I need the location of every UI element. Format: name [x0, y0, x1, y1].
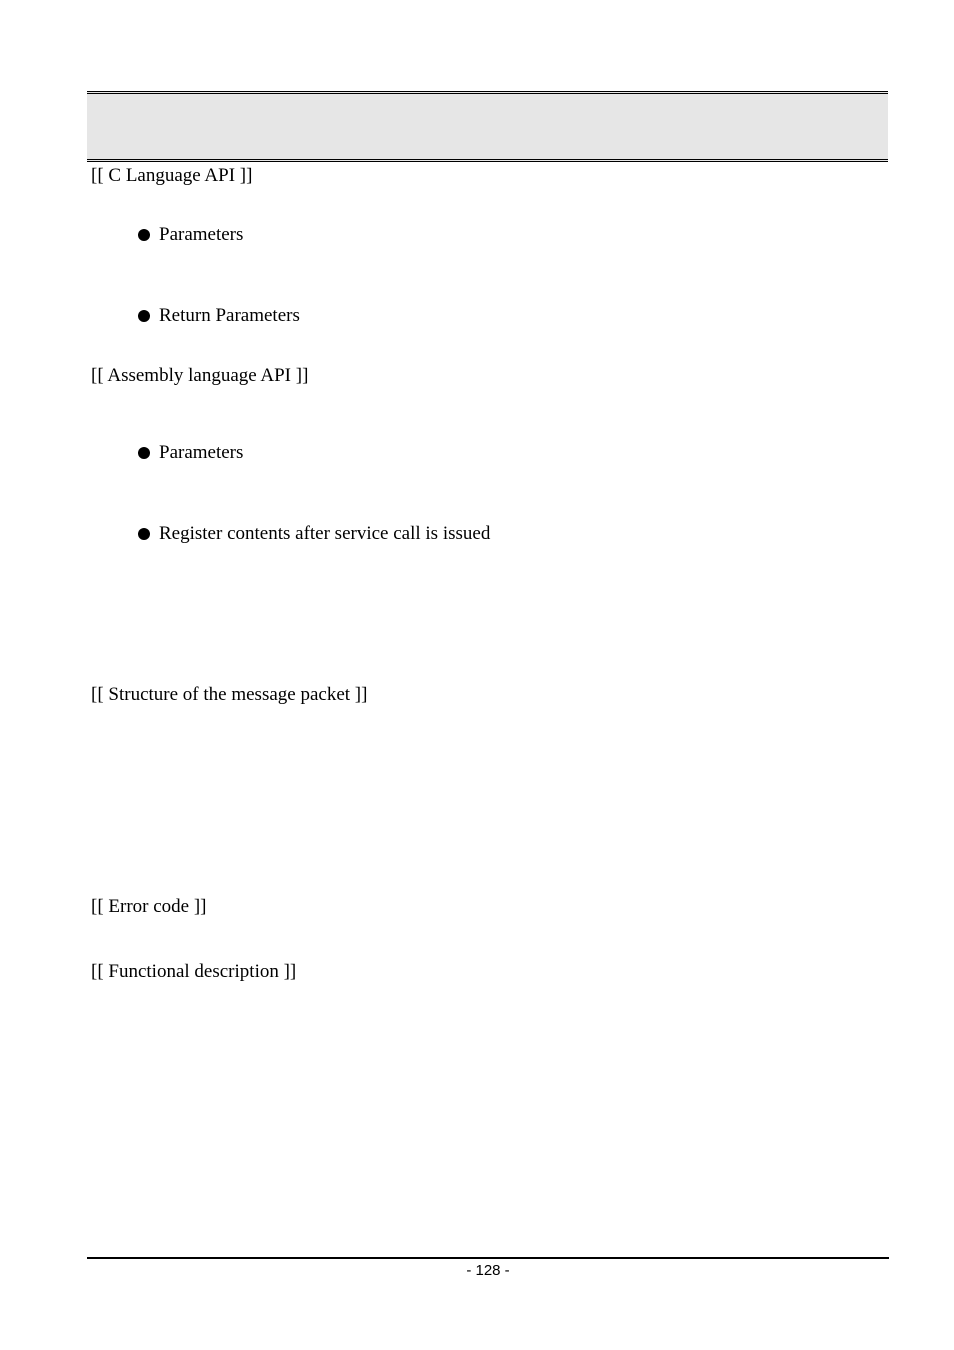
bullet-label: Register contents after service call is issued — [159, 523, 491, 544]
section-header-box — [87, 91, 888, 162]
bullet-dot-icon — [138, 229, 150, 241]
heading-error-code: [[ Error code ]] — [91, 896, 207, 917]
bullet-c-return-parameters — [138, 305, 300, 327]
bullet-dot-icon — [138, 447, 150, 459]
bullet-c-parameters — [138, 224, 243, 246]
bullet-asm-parameters — [138, 442, 243, 464]
heading-c-language-api: [[ C Language API ]] — [91, 165, 253, 186]
page-number: - 128 - — [466, 1262, 510, 1279]
bullet-label: Parameters — [159, 224, 244, 245]
heading-assembly-language-api: [[ Assembly language API ]] — [91, 365, 309, 386]
heading-message-packet-structure: [[ Structure of the message packet ]] — [91, 684, 368, 705]
bullet-asm-register-contents — [138, 523, 490, 545]
bullet-dot-icon — [138, 528, 150, 540]
heading-functional-description: [[ Functional description ]] — [91, 961, 297, 982]
bullet-label: Parameters — [159, 442, 244, 463]
bullet-dot-icon — [138, 310, 150, 322]
bullet-label: Return Parameters — [159, 305, 300, 326]
footer-divider — [87, 1257, 889, 1259]
